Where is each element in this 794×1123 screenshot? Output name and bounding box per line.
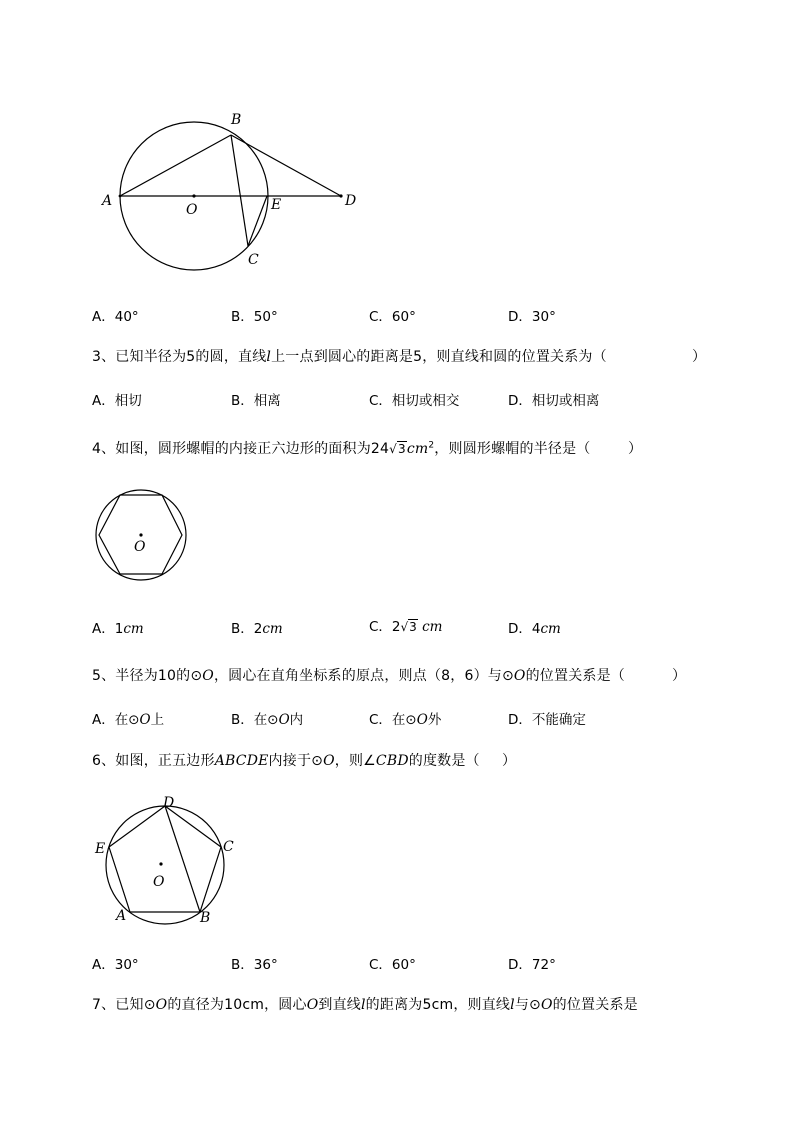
q5-close-paren: ） [672, 668, 687, 684]
q3-option-c[interactable]: C．相切或相交 [369, 393, 460, 409]
q3-option-d[interactable]: D．相切或相离 [508, 393, 600, 409]
q2-option-c[interactable]: C．60° [369, 309, 416, 325]
pentagon-label-O: O [153, 874, 165, 890]
q3-stem: 3、已知半径为5的圆，直线l上一点到圆心的距离是5，则直线和圆的位置关系为（ [92, 349, 607, 365]
pentagon-label-D: D [163, 795, 175, 811]
q4-option-b[interactable]: B．2cm [231, 621, 283, 637]
pentagon-label-E: E [95, 841, 106, 857]
pentagon-label-A: A [116, 908, 127, 924]
q3-option-b[interactable]: B．相离 [231, 393, 281, 409]
q3-option-a[interactable]: A．相切 [92, 393, 142, 409]
q2-option-b[interactable]: B．50° [231, 309, 278, 325]
label-O: O [186, 202, 198, 218]
figure-circle-tangent [96, 108, 366, 278]
q2-option-a[interactable]: A．40° [92, 309, 139, 325]
q4-close-paren: ） [628, 441, 643, 457]
sqrt-3: √3 [389, 442, 406, 456]
q2-option-d[interactable]: D．30° [508, 309, 556, 325]
q6-close-paren: ） [502, 753, 517, 769]
q6-option-d[interactable]: D．72° [508, 957, 556, 973]
pentagon-label-C: C [223, 839, 234, 855]
q5-option-b[interactable]: B．在⊙O内 [231, 712, 304, 728]
q5-option-a[interactable]: A．在⊙O上 [92, 712, 165, 728]
q5-option-c[interactable]: C．在⊙O外 [369, 712, 442, 728]
label-C: C [248, 252, 259, 268]
q6-option-a[interactable]: A．30° [92, 957, 139, 973]
q6-option-b[interactable]: B．36° [231, 957, 278, 973]
label-A: A [102, 193, 113, 209]
label-E: E [271, 197, 282, 213]
q3-close-paren: ） [692, 349, 707, 365]
q7-stem: 7、已知⊙O的直径为10cm，圆心O到直线l的距离为5cm，则直线l与⊙O的位置关系是 [92, 997, 638, 1013]
figure-hexagon-nut [92, 488, 192, 584]
q4-stem: 4、如图，圆形螺帽的内接正六边形的面积为$24√3cm^2$，则圆形螺帽的半径是（ [92, 440, 591, 457]
pentagon-label-B: B [200, 910, 211, 926]
q4-option-a[interactable]: A．1cm [92, 621, 144, 637]
hexagon-label-O: O [134, 539, 146, 555]
q4-option-d[interactable]: D．4cm [508, 621, 561, 637]
label-B: B [231, 112, 242, 128]
label-D: D [345, 193, 357, 209]
q6-option-c[interactable]: C．60° [369, 957, 416, 973]
q6-stem: 6、如图，正五边形ABCDE内接于⊙O，则∠CBD的度数是（ [92, 753, 480, 769]
figure-pentagon [92, 792, 242, 928]
q5-option-d[interactable]: D．不能确定 [508, 712, 586, 728]
q4-option-c[interactable]: C．2√3 cm [369, 619, 443, 635]
q5-stem: 5、半径为10的⊙O，圆心在直角坐标系的原点，则点（8，6）与⊙O的位置关系是（ [92, 668, 625, 684]
